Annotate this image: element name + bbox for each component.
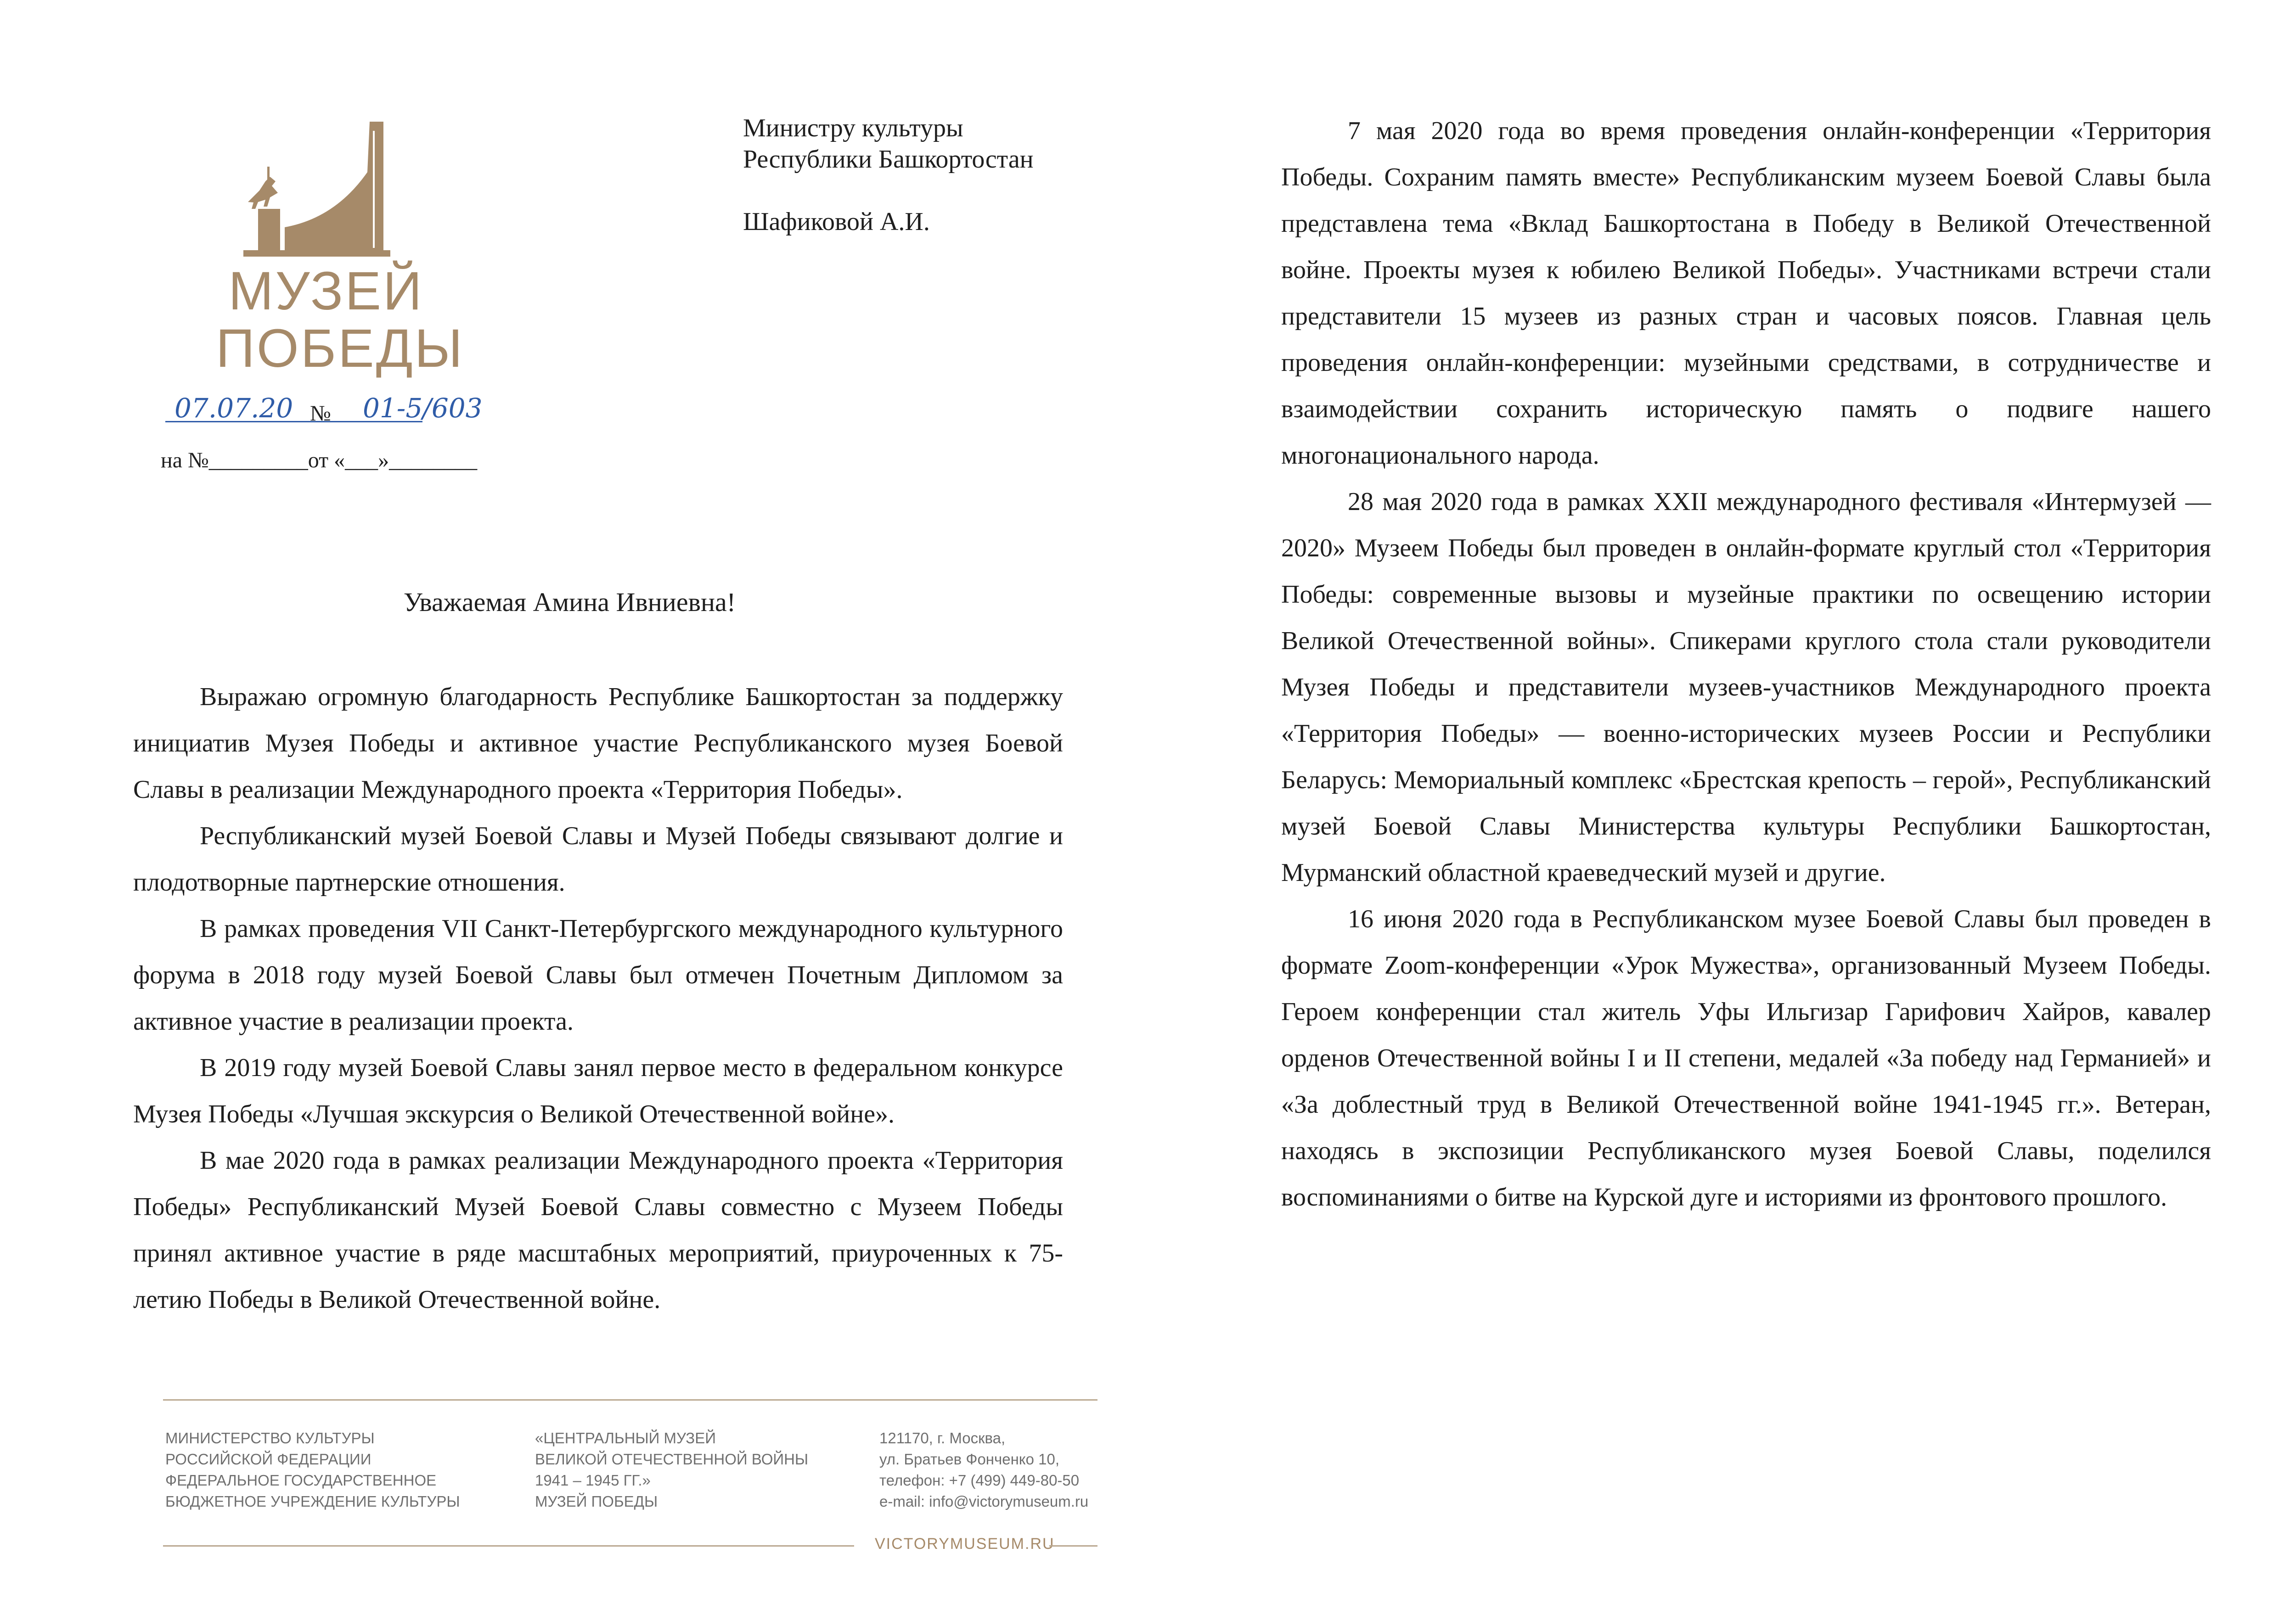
footer-line: ВЕЛИКОЙ ОТЕЧЕСТВЕННОЙ ВОЙНЫ bbox=[535, 1451, 809, 1468]
footer-line: МУЗЕЙ ПОБЕДЫ bbox=[535, 1493, 658, 1510]
footer-line: ул. Братьев Фонченко 10, bbox=[879, 1451, 1060, 1468]
footer-line: e-mail: info@victorymuseum.ru bbox=[879, 1493, 1089, 1510]
registration-underline bbox=[165, 421, 422, 422]
footer-divider bbox=[163, 1399, 1097, 1401]
reference-line: на №_________от «___»________ bbox=[161, 448, 478, 472]
logo-word-victory: ПОБЕДЫ bbox=[216, 318, 465, 379]
number-label: № bbox=[310, 401, 331, 426]
salutation: Уважаемая Амина Ивниевна! bbox=[403, 587, 736, 617]
paragraph: 16 июня 2020 года в Республиканском музее Боевой Славы был проведен в формате Zoom-конференции «Урок Мужества», организованный Музеем Победы. Героем конференции стал житель Уфы Ильгизар Гарифович Хайров, кавалер орденов Отечественной войны I и II степени, медалей «За победу над Германией» и «За доблестный труд в Великой Отечественной войне 1941-1945 гг.». Ветеран, находясь в экспозиции Республиканского музея Боевой Славы, поделился воспоминаниями о битве на Курской дуге и историями из фронтового прошлого. bbox=[1281, 905, 2211, 1211]
footer-line: МИНИСТЕРСТВО КУЛЬТУРЫ bbox=[165, 1430, 375, 1447]
footer-line: РОССИЙСКОЙ ФЕДЕРАЦИИ bbox=[165, 1451, 371, 1468]
footer-contacts bbox=[879, 1428, 1088, 1512]
letter-body bbox=[133, 674, 1063, 1323]
addressee-line: Республики Башкортостан bbox=[743, 145, 1034, 174]
paragraph: 7 мая 2020 года во время проведения онлайн-конференции «Территория Победы. Сохраним память вместе» Республиканским музеем Боевой Славы была представлена тема «Вклад Башкортостана в Победу в Великой Отечественной войне. Проекты музея к юбилею Великой Победы». Участниками встречи стали представители 15 музеев из разных стран и часовых поясов. Главная цель проведения онлайн-конференции: музейными средствами, в сотрудничестве и взаимодействии сохранить историческую память о подвиге нашего многонационального народа. bbox=[1281, 117, 2211, 470]
addressee-block bbox=[743, 112, 1034, 237]
footer-divider bbox=[1049, 1545, 1097, 1547]
handwritten-number: 01-5/603 bbox=[363, 393, 483, 424]
footer-divider bbox=[163, 1545, 854, 1547]
footer-line: 1941 – 1945 ГГ.» bbox=[535, 1472, 651, 1489]
addressee-line: Шафиковой А.И. bbox=[743, 207, 930, 236]
paragraph: В рамках проведения VII Санкт-Петербургского международного культурного форума в 2018 году музей Боевой Славы был отмечен Почетным Дипломом за активное участие в реализации проекта. bbox=[133, 914, 1063, 1036]
paragraph: 28 мая 2020 года в рамках XXII международного фестиваля «Интермузей — 2020» Музеем Победы был проведен в онлайн-формате круглый стол «Территория Победы: современные вызовы и музейные практики по освещению истории Великой Отечественной войны». Спикерами круглого стола стали руководители Музея Победы и представители музеев-участников Международного проекта «Территория Победы» — военно-исторических музеев России и Республики Беларусь: Мемориальный комплекс «Брестская крепость – герой», Республиканский музей Боевой Славы Министерства культуры Республики Башкортостан, Мурманский областной краеведческий музей и другие. bbox=[1281, 488, 2211, 887]
registration-block bbox=[161, 393, 574, 484]
footer-museum-name bbox=[535, 1428, 808, 1512]
footer-line: БЮДЖЕТНОЕ УЧРЕЖДЕНИЕ КУЛЬТУРЫ bbox=[165, 1493, 460, 1510]
museum-logo bbox=[216, 112, 465, 379]
paragraph: Республиканский музей Боевой Славы и Музей Победы связывают долгие и плодотворные партнерские отношения. bbox=[133, 822, 1063, 897]
logo-word-museum: МУЗЕЙ bbox=[228, 261, 424, 321]
letter-page-3 bbox=[2279, 0, 2296, 1615]
footer-line: 121170, г. Москва, bbox=[879, 1430, 1006, 1447]
footer-line: ФЕДЕРАЛЬНОЕ ГОСУДАРСТВЕННОЕ bbox=[165, 1472, 437, 1489]
paragraph: Выражаю огромную благодарность Республике Башкортостан за поддержку инициатив Музея Победы и активное участие Республиканского музея Боевой Славы в реализации Международного проекта «Территория Победы». bbox=[133, 683, 1063, 804]
letter-body bbox=[1281, 108, 2211, 1221]
footer-ministry bbox=[165, 1428, 460, 1512]
paragraph: В мае 2020 года в рамках реализации Международного проекта «Территория Победы» Республиканский Музей Боевой Славы совместно с Музеем Победы принял активное участие в ряде масштабных мероприятий, приуроченных к 75-летию Победы в Великой Отечественной войне. bbox=[133, 1146, 1063, 1314]
handwritten-date: 07.07.20 bbox=[174, 393, 293, 424]
paragraph: В 2019 году музей Боевой Славы занял первое место в федеральном конкурсе Музея Победы «Лучшая экскурсия о Великой Отечественной войне». bbox=[133, 1054, 1063, 1128]
letter-page-1 bbox=[0, 0, 1139, 1615]
footer-line: «ЦЕНТРАЛЬНЫЙ МУЗЕЙ bbox=[535, 1430, 716, 1447]
memorial-colonnade-icon bbox=[216, 112, 436, 264]
letter-page-2 bbox=[1139, 0, 2279, 1615]
footer-website: VICTORYMUSEUM.RU bbox=[875, 1535, 1055, 1553]
footer-line: телефон: +7 (499) 449-80-50 bbox=[879, 1472, 1080, 1489]
addressee-line: Министру культуры bbox=[743, 114, 963, 142]
